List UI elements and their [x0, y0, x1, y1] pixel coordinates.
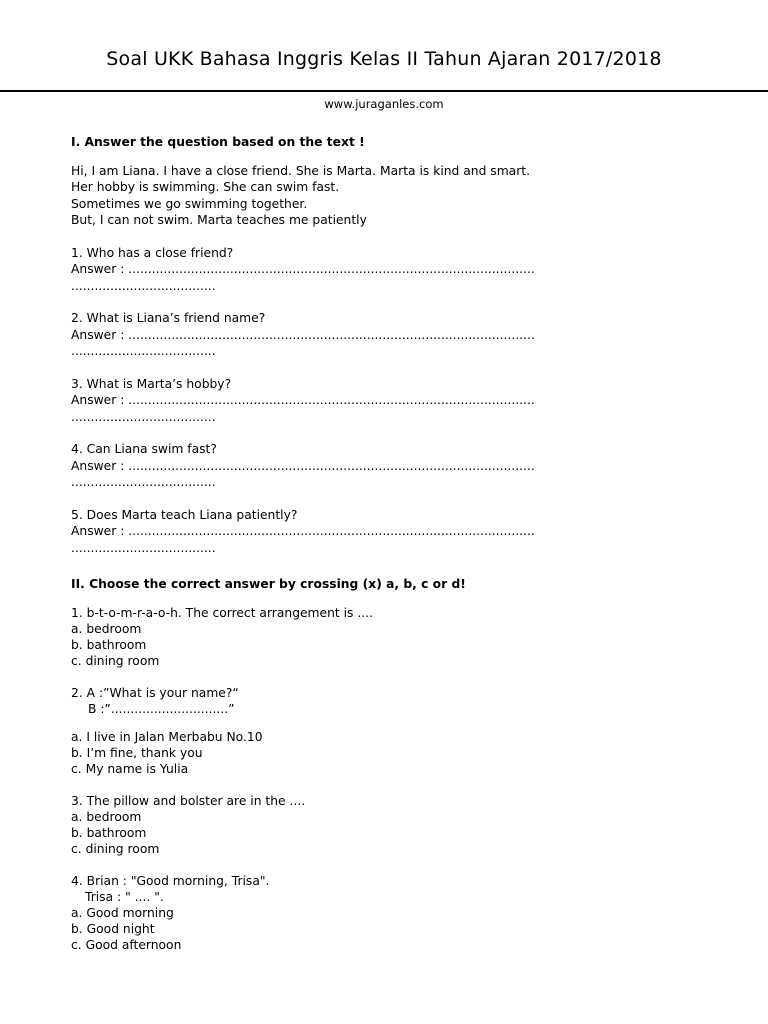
option-b: b. Good night — [71, 921, 155, 936]
dialog-line-b: Trisa : " .... ". — [85, 889, 164, 904]
answer-continuation: ..................................... — [71, 540, 216, 555]
reading-text — [71, 163, 731, 229]
dialog-line-a: 2. A :”What is your name?“ — [71, 685, 239, 700]
option-b: b. bathroom — [71, 637, 147, 652]
text-line: But, I can not swim. Marta teaches me patiently — [71, 213, 367, 227]
answer-continuation: ..................................... — [71, 475, 216, 489]
text-line: Sometimes we go swimming together. — [71, 196, 308, 211]
section-2-heading: II. Choose the correct answer by crossing (x) a, b, c or d! — [71, 577, 466, 591]
text-line: Her hobby is swimming. She can swim fast. — [71, 180, 340, 194]
question-2 — [71, 310, 731, 360]
header-divider — [0, 90, 768, 92]
option-a: a. I live in Jalan Merbabu No.10 — [71, 729, 263, 744]
option-c: c. dining room — [71, 841, 160, 856]
answer-line: Answer : ........................................................................................................ — [71, 393, 535, 407]
option-c: c. Good afternoon — [71, 937, 182, 952]
mc-question-1 — [71, 605, 731, 669]
mc-question-3 — [71, 793, 731, 857]
text-line: Hi, I am Liana. I have a close friend. She is Marta. Marta is kind and smart. — [71, 163, 530, 178]
question-text: 3. What is Marta’s hobby? — [71, 376, 232, 391]
question-1 — [71, 245, 731, 295]
option-b: b. bathroom — [71, 825, 147, 840]
option-b: b. I’m fine, thank you — [71, 745, 203, 760]
question-5 — [71, 507, 731, 557]
website-link[interactable]: www.juraganles.com — [324, 97, 444, 111]
question-4 — [71, 441, 731, 491]
question-text: 3. The pillow and bolster are in the .... — [71, 793, 306, 808]
option-a: a. bedroom — [71, 809, 142, 824]
section-1-heading: I. Answer the question based on the text ! — [71, 135, 365, 149]
mc-question-2 — [71, 685, 731, 777]
option-c: c. My name is Yulia — [71, 761, 189, 776]
answer-line: Answer : ........................................................................................................ — [71, 262, 535, 276]
question-text: 1. Who has a close friend? — [71, 245, 234, 260]
question-text: 2. What is Liana’s friend name? — [71, 311, 266, 325]
answer-continuation: ..................................... — [71, 278, 216, 293]
worksheet-content — [71, 134, 731, 953]
answer-continuation: ..................................... — [71, 409, 216, 424]
option-a: a. bedroom — [71, 621, 142, 636]
answer-line: Answer : ........................................................................................................ — [71, 327, 535, 342]
question-text: 4. Can Liana swim fast? — [71, 442, 217, 456]
answer-continuation: ..................................... — [71, 344, 216, 358]
answer-line: Answer : ........................................................................................................ — [71, 524, 535, 538]
dialog-line-a: 4. Brian : "Good morning, Trisa". — [71, 873, 270, 888]
question-text: 1. b-t-o-m-r-a-o-h. The correct arrangement is .... — [71, 605, 373, 620]
option-a: a. Good morning — [71, 905, 174, 920]
question-3 — [71, 376, 731, 426]
page-title: Soal UKK Bahasa Inggris Kelas II Tahun Ajaran 2017/2018 — [106, 48, 662, 70]
mc-question-4 — [71, 873, 731, 953]
question-text: 5. Does Marta teach Liana patiently? — [71, 507, 298, 522]
option-c: c. dining room — [71, 653, 160, 668]
dialog-line-b: B :”..............................” — [88, 701, 235, 716]
answer-line: Answer : ........................................................................................................ — [71, 458, 535, 473]
